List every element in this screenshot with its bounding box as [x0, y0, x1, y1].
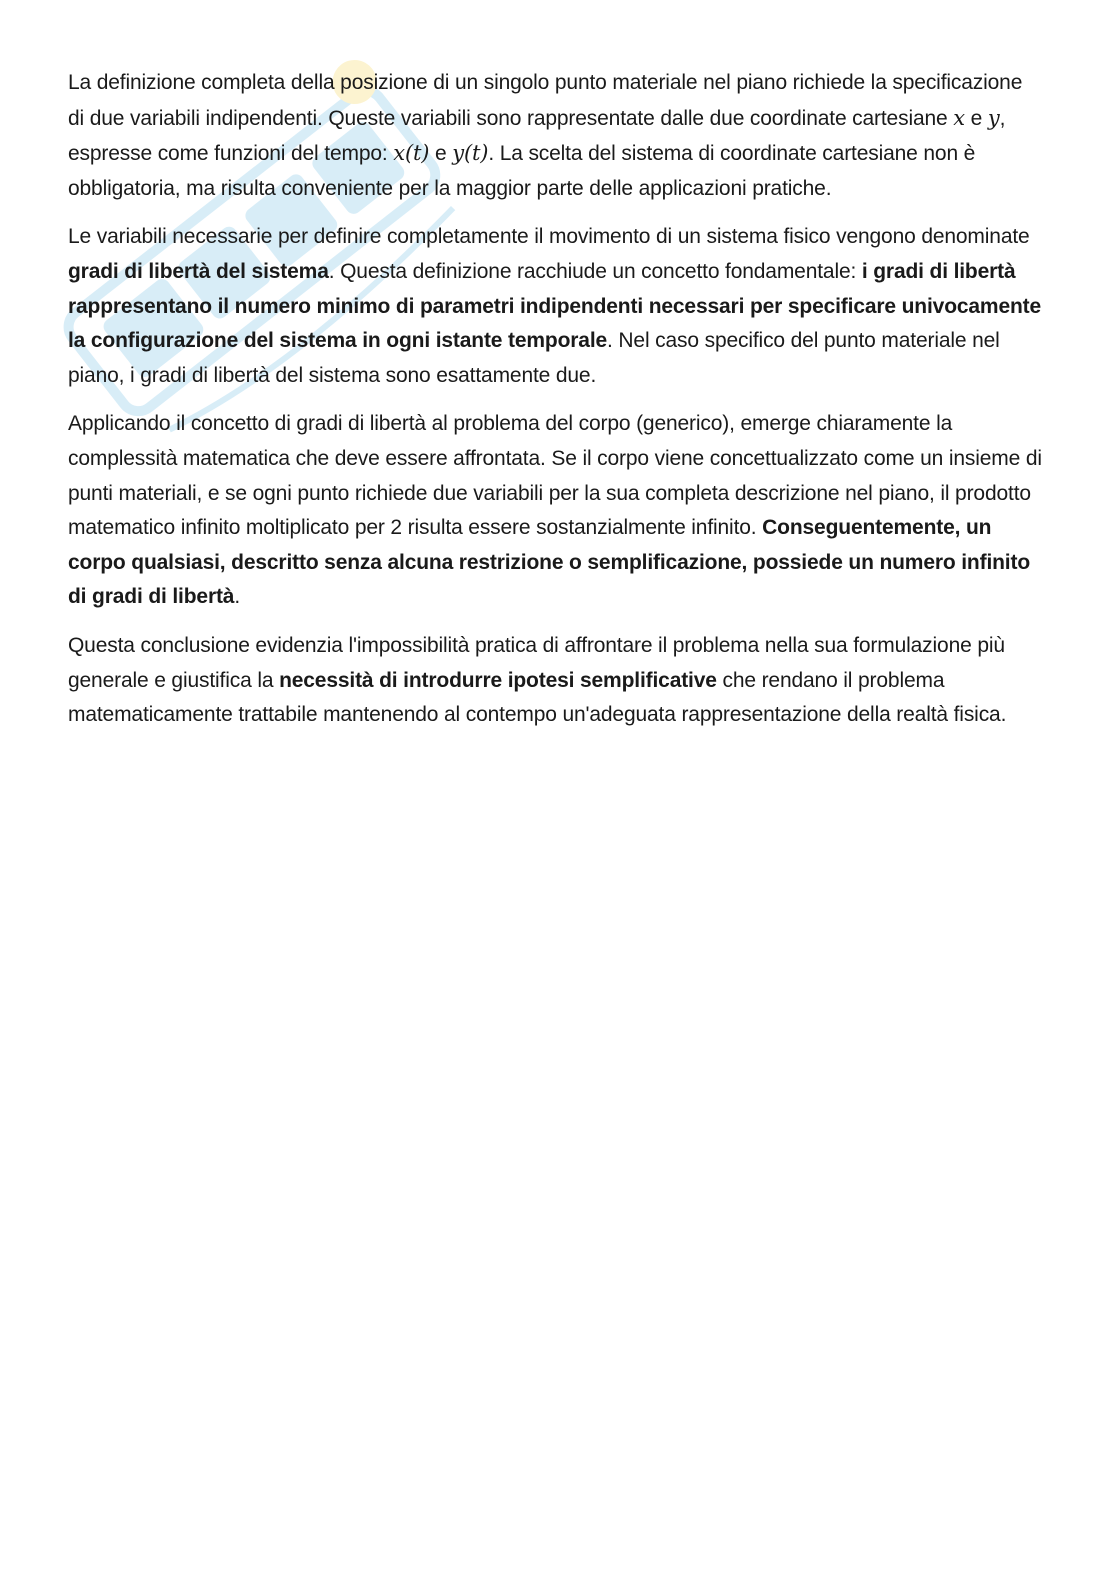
bold-text: i gradi di libertà rappresentano il numero minimo di parametri indipendenti necessari per specificare univocamente la configurazione del sistema in ogni istante temporale: [68, 259, 1042, 353]
bold-text: Conseguentemente, un corpo qualsiasi, descritto senza alcuna restrizione o semplificazione, possiede un numero infinito di gradi di libertà: [68, 516, 1031, 609]
text-run: Le variabili necessarie per definire completamente il movimento di un sistema fisico vengono denominate: [68, 225, 1030, 249]
text-run: . Questa definizione racchiude un concetto fondamentale:: [328, 259, 862, 283]
paragraph: [68, 66, 1043, 206]
text-run: . Nel caso specifico del punto materiale nel piano, i gradi di libertà del sistema sono esattamente due.: [68, 329, 1000, 387]
text-run: e: [964, 106, 988, 130]
text-run: , espresse come funzioni del tempo:: [68, 106, 1006, 166]
bold-text: gradi di libertà del sistema: [68, 259, 329, 283]
math-symbol: x: [953, 105, 965, 130]
paragraph: [68, 407, 1043, 615]
document-body: [68, 66, 1043, 747]
text-run: . La scelta del sistema di coordinate cartesiane non è obbligatoria, ma risulta conveniente per la maggior parte delle applicazioni pratiche.: [68, 142, 976, 200]
text-run: e: [429, 142, 453, 166]
math-symbol: y(t): [452, 141, 489, 166]
text-run: .: [234, 585, 241, 609]
math-symbol: x(t): [393, 141, 430, 166]
bold-text: necessità di introdurre ipotesi semplificative: [279, 668, 717, 692]
paragraph: [68, 629, 1043, 733]
text-run: che rendano il problema matematicamente trattabile mantenendo al contempo un'adeguata rappresentazione della realtà fisica.: [68, 668, 1007, 727]
text-run: Questa conclusione evidenzia l'impossibilità pratica di affrontare il problema nella sua formulazione più generale e giustifica la: [68, 633, 1005, 692]
text-run: La definizione completa della posizione di un singolo punto materiale nel piano richiede la specificazione di due variabili indipendenti. Queste variabili sono rappresentate dalle due coordinate cartesiane: [68, 71, 1023, 130]
paragraph: [68, 220, 1043, 393]
text-run: Applicando il concetto di gradi di libertà al problema del corpo (generico), emerge chiaramente la complessità matematica che deve essere affrontata. Se il corpo viene concettualizzato come un insieme di punti materiali, e se ogni punto richiede due variabili per la sua completa descrizione nel piano, il prodotto matematico infinito moltiplicato per 2 risulta essere sostanzialmente infinito.: [68, 412, 1042, 540]
math-symbol: y: [987, 105, 1000, 130]
